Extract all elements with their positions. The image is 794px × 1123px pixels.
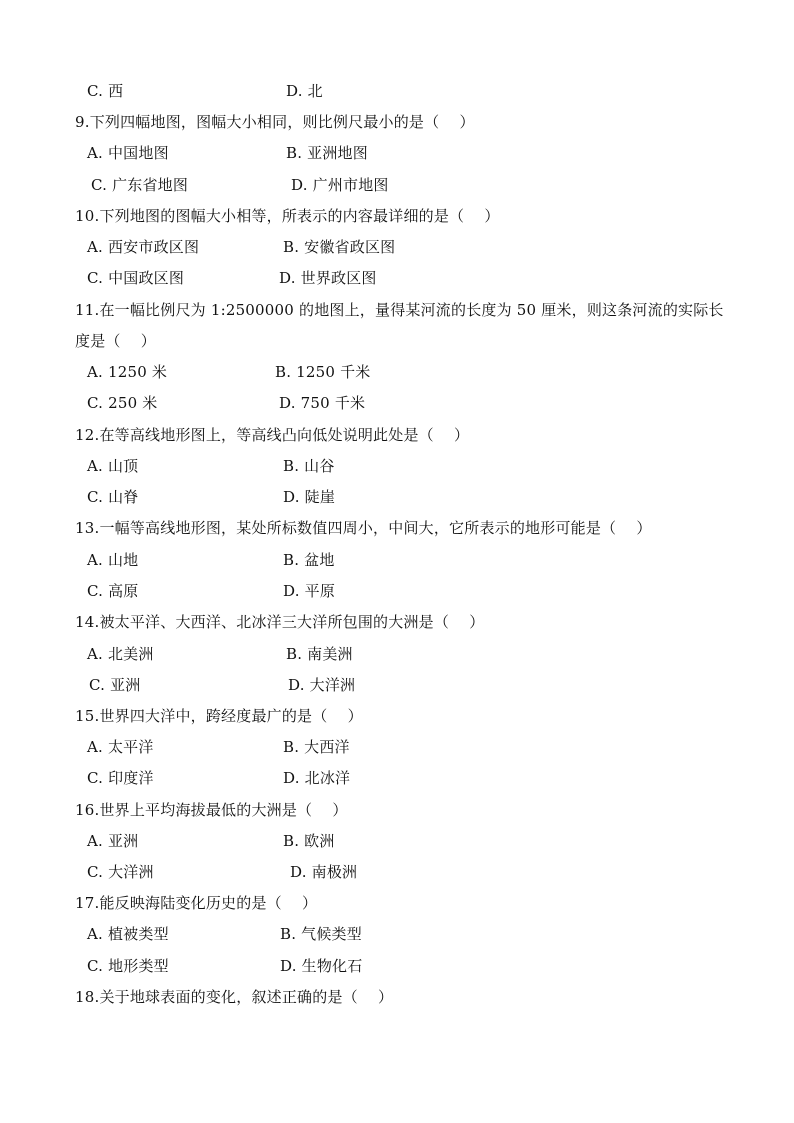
option-c-q9: C. 广东省地图 (91, 176, 189, 194)
question-12: 12.在等高线地形图上，等高线凸向低处说明此处是（ ） (75, 426, 470, 444)
option-c-q13: C. 高原 (87, 582, 139, 600)
question-9: 9.下列四幅地图，图幅大小相同，则比例尺最小的是（ ） (75, 113, 475, 131)
question-18: 18.关于地球表面的变化，叙述正确的是（ ） (75, 988, 394, 1006)
option-a-q13: A. 山地 (87, 551, 139, 569)
option-c-q12: C. 山脊 (87, 488, 139, 506)
option-d-q9: D. 广州市地图 (291, 176, 389, 194)
question-16: 16.世界上平均海拔最低的大洲是（ ） (75, 801, 348, 819)
option-d-q15: D. 北冰洋 (283, 769, 351, 787)
question-13: 13.一幅等高线地形图，某处所标数值四周小，中间大，它所表示的地形可能是（ ） (75, 519, 652, 537)
option-c-q10: C. 中国政区图 (87, 269, 185, 287)
option-d-q8: D. 北 (286, 82, 323, 100)
option-c-q14: C. 亚洲 (89, 676, 141, 694)
option-a-q9: A. 中国地图 (87, 144, 169, 162)
option-a-q15: A. 太平洋 (87, 738, 154, 756)
option-d-q12: D. 陡崖 (283, 488, 336, 506)
option-b-q9: B. 亚洲地图 (286, 144, 368, 162)
option-a-q10: A. 西安市政区图 (87, 238, 200, 256)
option-a-q12: A. 山顶 (87, 457, 139, 475)
option-b-q14: B. 南美洲 (286, 645, 353, 663)
option-c-q17: C. 地形类型 (87, 957, 169, 975)
option-b-q15: B. 大西洋 (283, 738, 350, 756)
option-c-q16: C. 大洋洲 (87, 863, 154, 881)
option-d-q13: D. 平原 (283, 582, 336, 600)
option-b-q10: B. 安徽省政区图 (283, 238, 396, 256)
option-b-q16: B. 欧洲 (283, 832, 335, 850)
option-a-q14: A. 北美洲 (87, 645, 154, 663)
option-c-q15: C. 印度洋 (87, 769, 154, 787)
option-b-q17: B. 气候类型 (280, 925, 362, 943)
option-d-q11: D. 750 千米 (279, 394, 366, 412)
option-a-q17: A. 植被类型 (87, 925, 169, 943)
option-d-q14: D. 大洋洲 (288, 676, 356, 694)
option-b-q13: B. 盆地 (283, 551, 335, 569)
option-c-q11: C. 250 米 (87, 394, 158, 412)
option-b-q11: B. 1250 千米 (275, 363, 371, 381)
question-11: 11.在一幅比例尺为 1:2500000 的地图上，量得某河流的长度为 50 厘米，则这条河流的实际长 (75, 301, 724, 319)
question-17: 17.能反映海陆变化历史的是（ ） (75, 894, 318, 912)
option-a-q11: A. 1250 米 (87, 363, 168, 381)
option-d-q16: D. 南极洲 (290, 863, 358, 881)
option-a-q16: A. 亚洲 (87, 832, 139, 850)
question-14: 14.被太平洋、大西洋、北冰洋三大洋所包围的大洲是（ ） (75, 613, 485, 631)
option-c-q8: C. 西 (87, 82, 124, 100)
question-15: 15.世界四大洋中，跨经度最广的是（ ） (75, 707, 363, 725)
question-10: 10.下列地图的图幅大小相等，所表示的内容最详细的是（ ） (75, 207, 500, 225)
question-11-cont: 度是（ ） (75, 332, 156, 350)
option-d-q17: D. 生物化石 (280, 957, 363, 975)
option-b-q12: B. 山谷 (283, 457, 335, 475)
option-d-q10: D. 世界政区图 (279, 269, 377, 287)
